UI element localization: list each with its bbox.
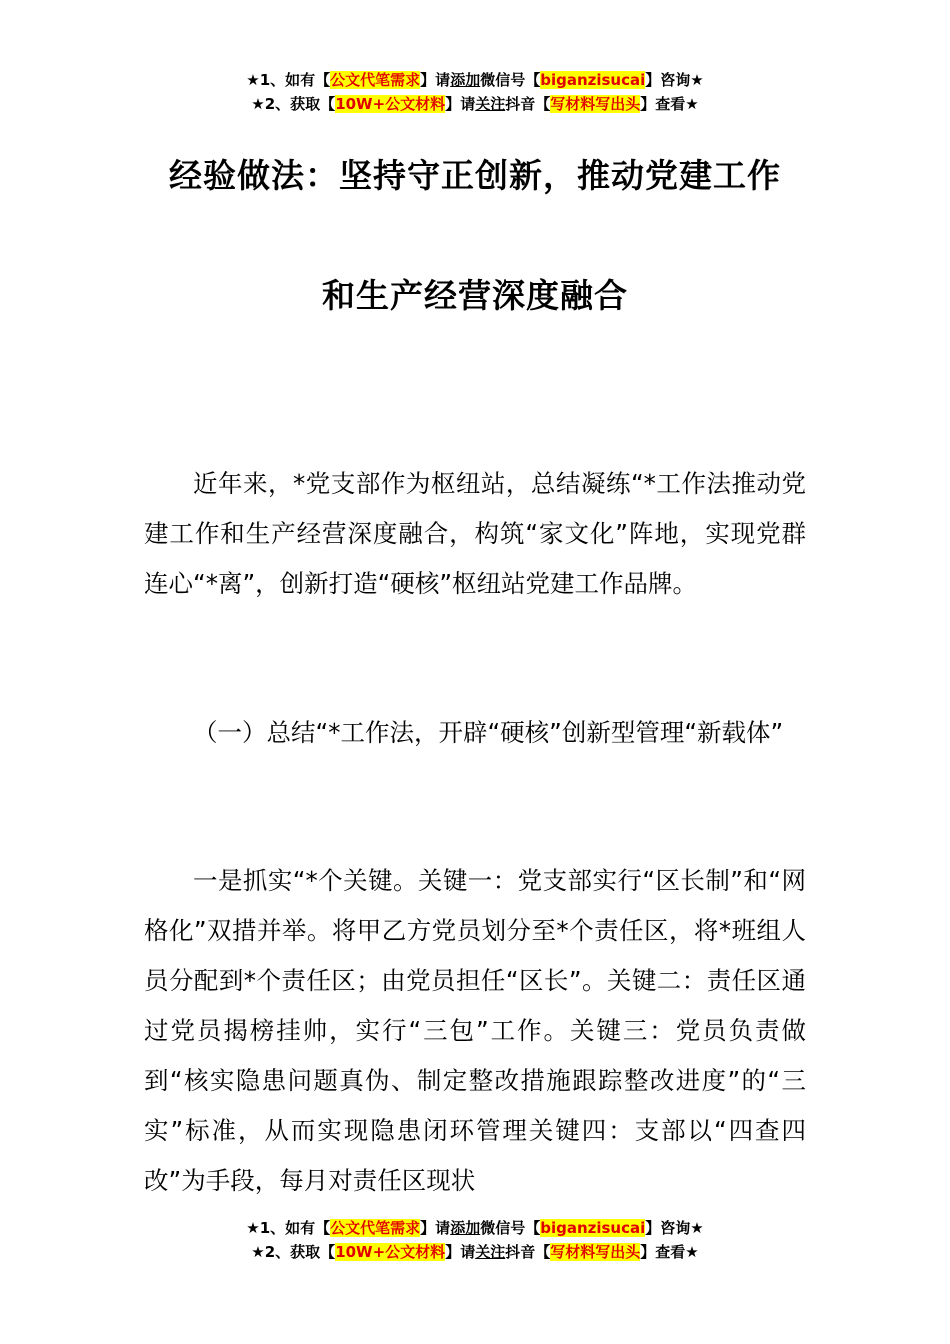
page-title-line-1: 经验做法：坚持守正创新，推动党建工作 [169,156,781,195]
banner-text: 】请 [420,71,451,89]
banner-highlight: 10W+公文材料 [335,95,446,113]
body-section-detail [144,856,806,1206]
banner-highlight: 公文代笔需求 [330,1219,421,1237]
banner-text: 】咨询★ [645,71,704,89]
banner-emphasis: 添加 [450,71,481,89]
banner-highlight: 写材料写出头 [550,1243,641,1261]
banner-text: 抖音【 [505,95,551,113]
banner-text: 】请 [445,95,476,113]
page-title-line-2: 和生产经营深度融合 [322,276,628,315]
banner-text: 】查看★ [640,95,699,113]
banner-emphasis: 添加 [450,1219,481,1237]
banner-line-2 [0,92,950,116]
banner-text: ★1、如有【 [246,1219,331,1237]
promo-banner-bottom [0,1216,950,1264]
banner-text: 微信号【 [480,71,541,89]
banner-emphasis: 关注 [475,1243,506,1261]
banner-text: 】咨询★ [645,1219,704,1237]
banner-line-1 [0,1216,950,1240]
banner-highlight: biganzisucai [540,1219,646,1237]
banner-highlight: 写材料写出头 [550,95,641,113]
banner-text: ★1、如有【 [246,71,331,89]
paragraph-detail: 一是抓实“*个关键。关键一：党支部实行“区长制”和“网格化”双措并举。将甲乙方党员划分至*个责任区，将*班组人员分配到*个责任区；由党员担任“区长”。关键二：责任区通过党员揭榜挂帅，实行“三包”工作。关键三：党员负责做到“核实隐患问题真伪、制定整改措施跟踪整改进度”的“三实”标准，从而实现隐患闭环管理关键四：支部以“四查四改”为手段，每月对责任区现状 [144,866,806,1195]
banner-text: 】查看★ [640,1243,699,1261]
banner-text: 】请 [445,1243,476,1261]
promo-banner-top [0,68,950,116]
body-section-heading [144,708,806,758]
banner-emphasis: 关注 [475,95,506,113]
banner-text: 微信号【 [480,1219,541,1237]
section-heading: （一）总结“*工作法，开辟“硬核”创新型管理“新载体” [193,718,784,747]
banner-text: ★2、获取【 [251,1243,336,1261]
banner-line-2 [0,1240,950,1264]
banner-text: ★2、获取【 [251,95,336,113]
body-section-intro [144,459,806,609]
banner-highlight: biganzisucai [540,71,646,89]
banner-highlight: 公文代笔需求 [330,71,421,89]
banner-line-1 [0,68,950,92]
banner-highlight: 10W+公文材料 [335,1243,446,1261]
paragraph-intro: 近年来，*党支部作为枢纽站，总结凝练“*工作法推动党建工作和生产经营深度融合，构筑“家文化”阵地，实现党群连心“*离”，创新打造“硬核”枢纽站党建工作品牌。 [144,469,806,598]
banner-text: 】请 [420,1219,451,1237]
banner-text: 抖音【 [505,1243,551,1261]
